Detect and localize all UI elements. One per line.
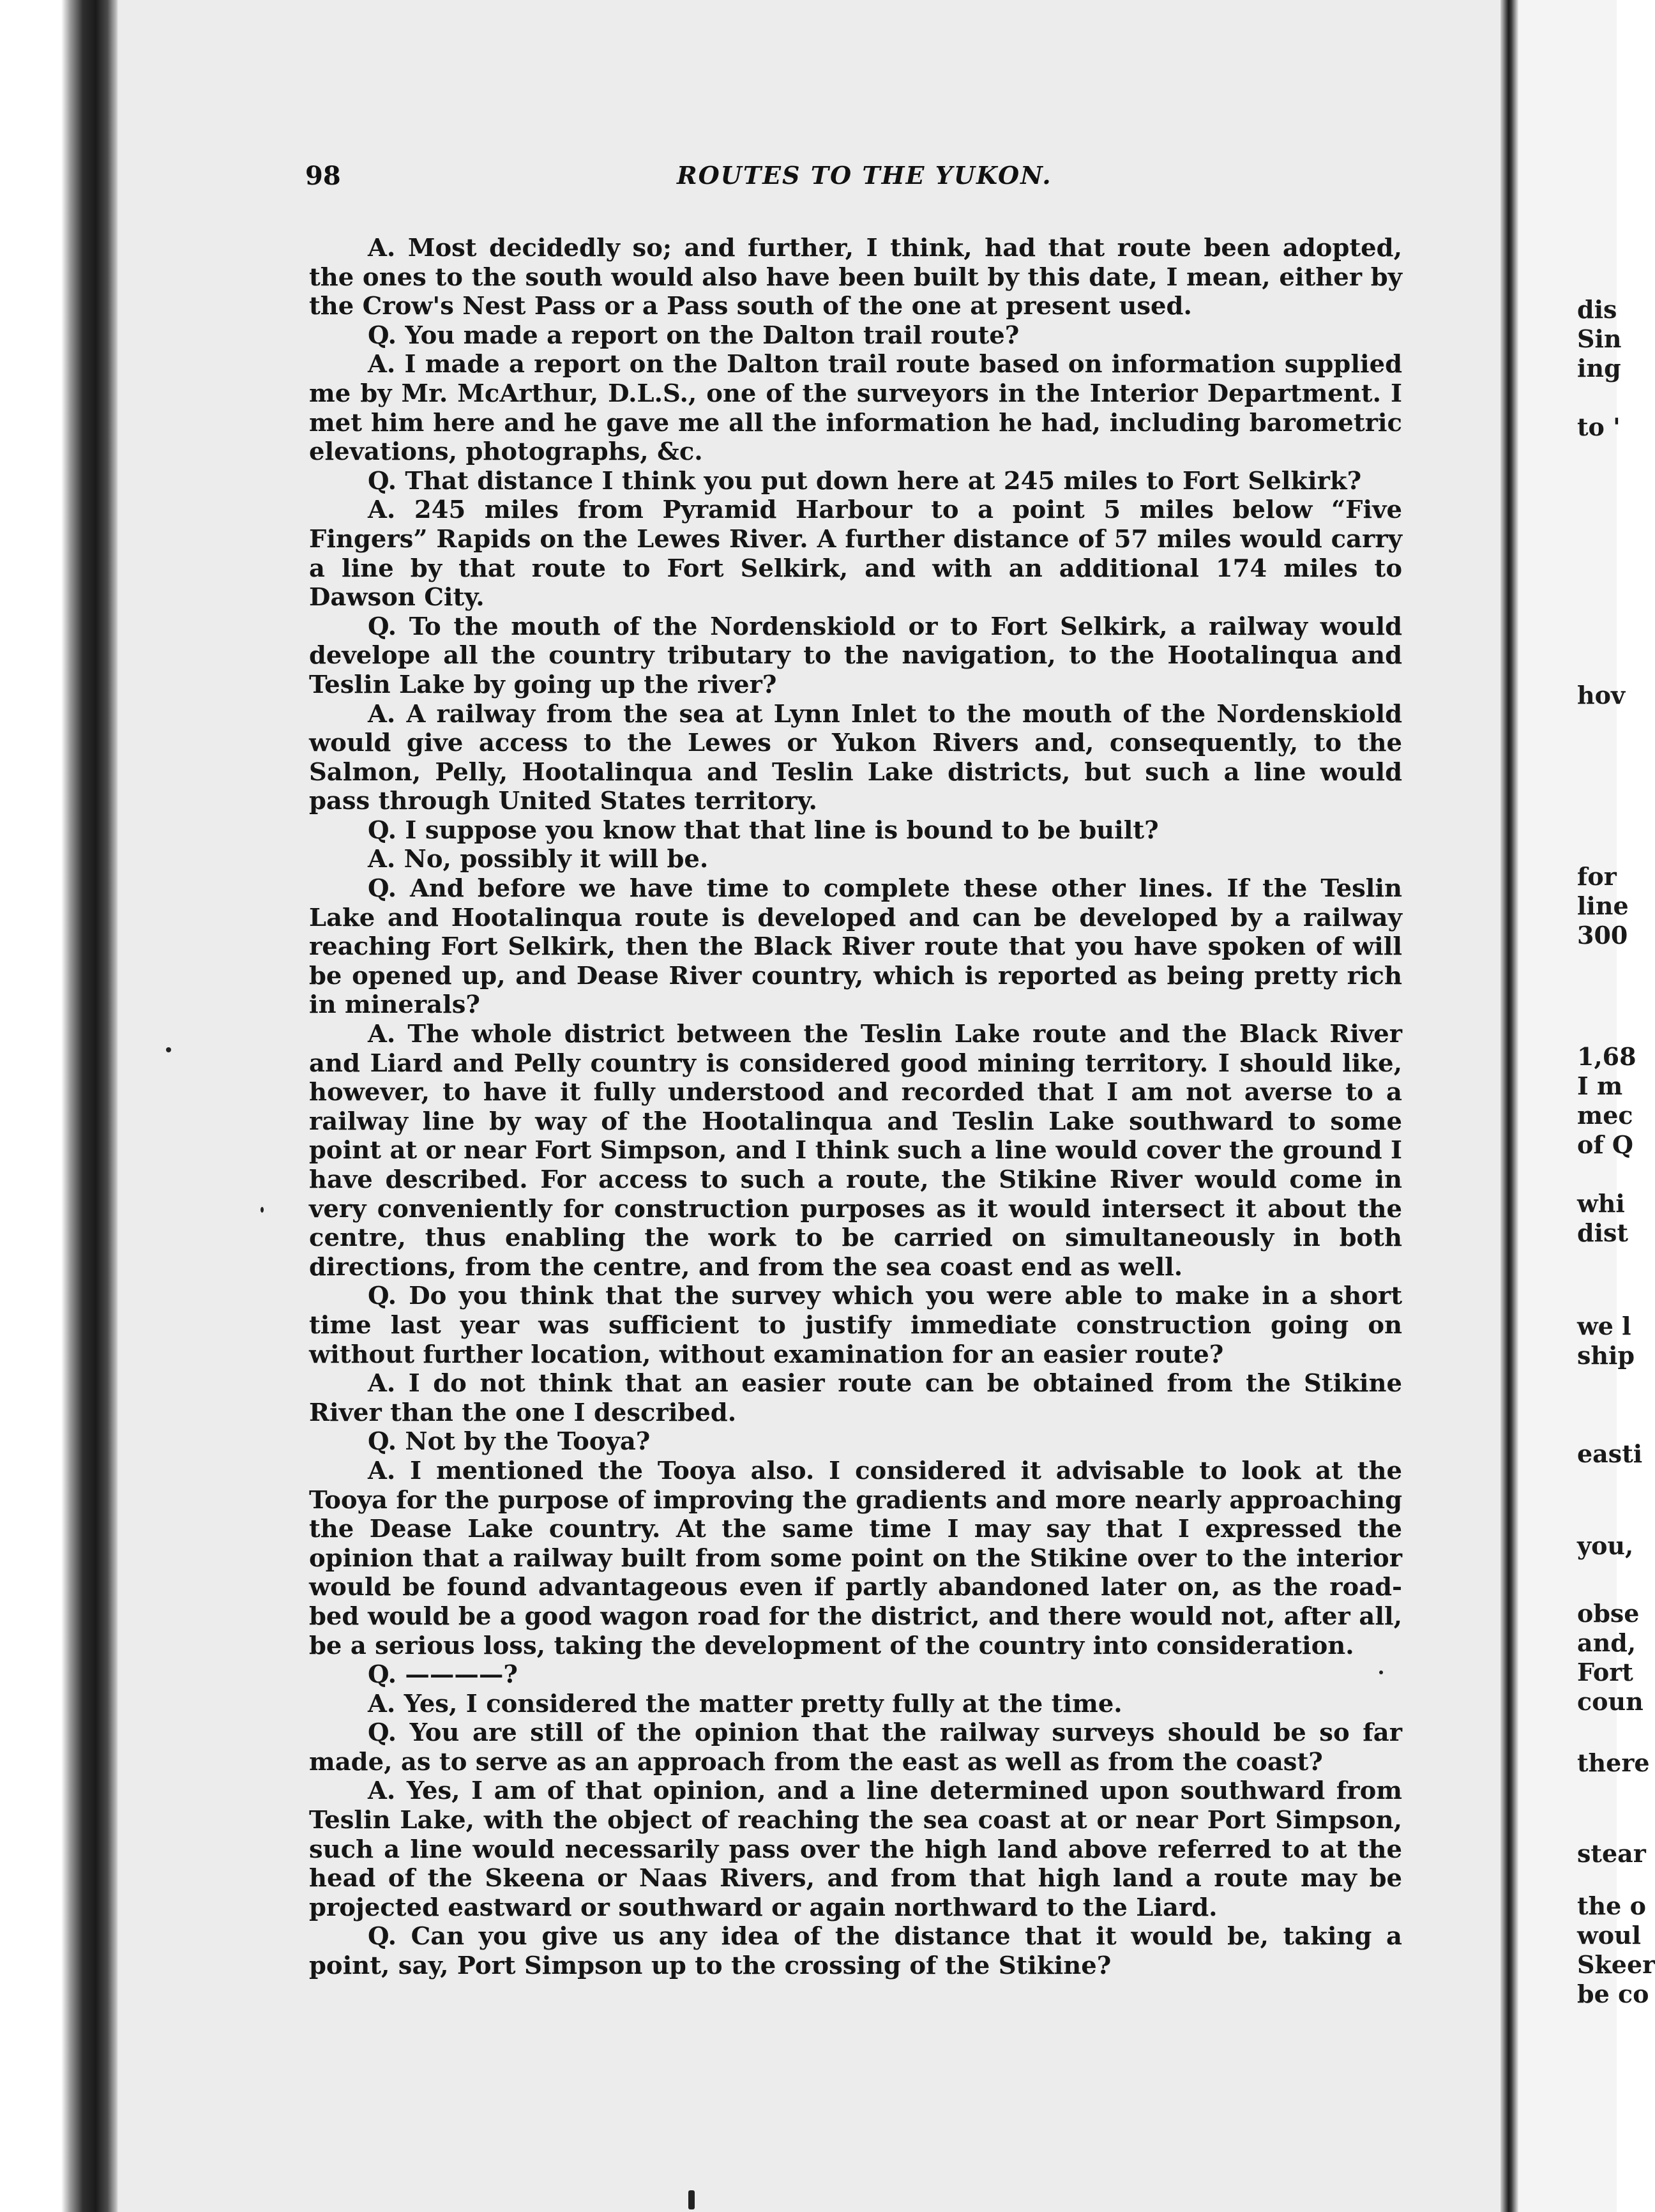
paragraph: A. I made a report on the Dalton trail route based on information supplied me by Mr. McArthur, D.L.S., one of the surveyors in the Interior Department. I met him here and he gave me all the information he had, including barometric elevations, photographs, &c. [309,350,1402,467]
paragraph: A. A railway from the sea at Lynn Inlet to the mouth of the Nordenskiold would give access to the Lewes or Yukon Rivers and, consequently, to the Salmon, Pelly, Hootalinqua and Teslin Lake districts, but such a line would pass through United States territory. [309,699,1402,816]
paragraph: A. 245 miles from Pyramid Harbour to a point 5 miles below “Five Fingers” Rapids on the Lewes River. A further distance of 57 miles would carry a line by that route to Fort Selkirk, and with an additional 174 miles to Dawson City. [309,496,1402,612]
next-page-fragment: the o [1577,1891,1646,1920]
paragraph: A. Yes, I am of that opinion, and a line determined upon southward from Teslin Lake, with the object of reaching the sea coast at or near Port Simpson, such a line would necessarily pass over the high land above referred to at the head of the Skeena or Naas Rivers, and from that high land a route may be projected eastward or southward or again northward to the Liard. [309,1776,1402,1922]
next-page-fragment: hov [1577,681,1626,709]
paragraph: Q. To the mouth of the Nordenskiold or to Fort Selkirk, a railway would develope all the country tributary to the navigation, to the Hootalinqua and Teslin Lake by going up the river? [309,612,1402,699]
next-page-fragment: coun [1577,1687,1644,1716]
binding-gutter [0,0,118,2212]
next-page-fragment: 300 [1577,921,1628,950]
paragraph: Q. I suppose you know that that line is bound to be built? [368,815,1159,845]
paragraph: A. I mentioned the Tooya also. I considered it advisable to look at the Tooya for the purpose of improving the gradients and more nearly approaching the Dease Lake country. At the same time I may say that I expressed the opinion that a railway built from some point on the Stikine over to the interior would be found advantageous even if partly abandoned later on, as the road-bed would be a good wagon road for the district, and there would not, after all, be a serious loss, taking the development of the country into consideration. [309,1456,1402,1660]
next-page-fragment: ship [1577,1341,1635,1370]
next-page-fragment: dis [1577,295,1617,324]
next-page-fragment: Skeer [1577,1950,1655,1979]
next-page-fragment: of Q [1577,1130,1634,1159]
next-page-fragment: ing [1577,354,1621,383]
next-page-fragment: dist [1577,1218,1628,1247]
paragraph: Q. ————? [368,1660,518,1690]
next-page-fragment: obse [1577,1599,1640,1628]
paragraph: A. The whole district between the Teslin Lake route and the Black River and Liard and Pelly country is considered good mining territory. I should like, however, to have it fully understood and recorded that I am not averse to a railway line by way of the Hootalinqua and Teslin Lake southward to some point at or near Fort Simpson, and I think such a line would cover the ground I have described. For access to such a route, the Stikine River would come in very conveniently for construction purposes as it would intersect it about the centre, thus enabling the work to be carried on simultaneously in both directions, from the centre, and from the sea coast end as well. [309,1020,1402,1282]
paragraph: Q. And before we have time to complete these other lines. If the Teslin Lake and Hootalinqua route is developed and can be developed by a railway reaching Fort Selkirk, then the Black River route that you have spoken of will be opened up, and Dease River country, which is reported as being pretty rich in minerals? [309,874,1402,1020]
scan-speck [166,1047,171,1052]
paragraph: Q. You made a report on the Dalton trail route? [368,321,1020,350]
next-page-fragment: stear [1577,1839,1646,1868]
next-page-fragment: Fort [1577,1658,1633,1686]
paragraph: Q. That distance I think you put down here at 245 miles to Fort Selkirk? [368,466,1362,496]
paragraph: Q. You are still of the opinion that the railway surveys should be so far made, as to serve as an approach from the east as well as from the coast? [309,1718,1402,1776]
next-page-fragment: and, [1577,1628,1636,1657]
scan-speck [261,1207,264,1213]
next-page-fragment: whi [1577,1189,1625,1218]
scan-speck [688,2190,695,2209]
paragraph: A. No, possibly it will be. [368,845,709,874]
next-page-fragment: to ' [1577,413,1621,441]
paragraph: A. Yes, I considered the matter pretty fully at the time. [368,1689,1122,1718]
paragraph: Q. Not by the Tooya? [368,1427,651,1457]
next-page-fragment: Sin [1577,324,1622,353]
next-page-fragment: for [1577,862,1617,891]
next-page-fragment: mec [1577,1101,1633,1130]
next-page-fragment: woul [1577,1921,1642,1950]
running-head: ROUTES TO THE YUKON. [677,161,1052,190]
next-page-fragment: easti [1577,1439,1643,1468]
paragraph: Q. Can you give us any idea of the distance that it would be, taking a point, say, Port Simpson up to the crossing of the Stikine? [309,1922,1402,1981]
paragraph: Q. Do you think that the survey which you were able to make in a short time last year was sufficient to justify immediate construction going on without further location, without examination for an easier route? [309,1282,1402,1369]
paragraph: A. Most decidedly so; and further, I think, had that route been adopted, the ones to the south would also have been built by this date, I mean, either by the Crow's Nest Pass or a Pass south of the one at present used. [309,234,1402,321]
next-page-strip [1518,0,1655,2212]
next-page-fragment: there [1577,1748,1650,1777]
scan-speck [1379,1670,1383,1674]
next-page-fragment: 1,68 [1577,1042,1636,1071]
page-number: 98 [305,161,341,191]
next-page-fragment: we l [1577,1312,1631,1340]
page-divider [1500,0,1518,2212]
next-page-fragment: you, [1577,1531,1634,1560]
next-page-fragment: line [1577,891,1629,920]
paragraph: A. I do not think that an easier route can be obtained from the Stikine River than the one I described. [309,1369,1402,1427]
body-text [309,234,1402,1981]
next-page-fragment: I m [1577,1072,1623,1100]
next-page-fragment: be co [1577,1980,1649,2008]
